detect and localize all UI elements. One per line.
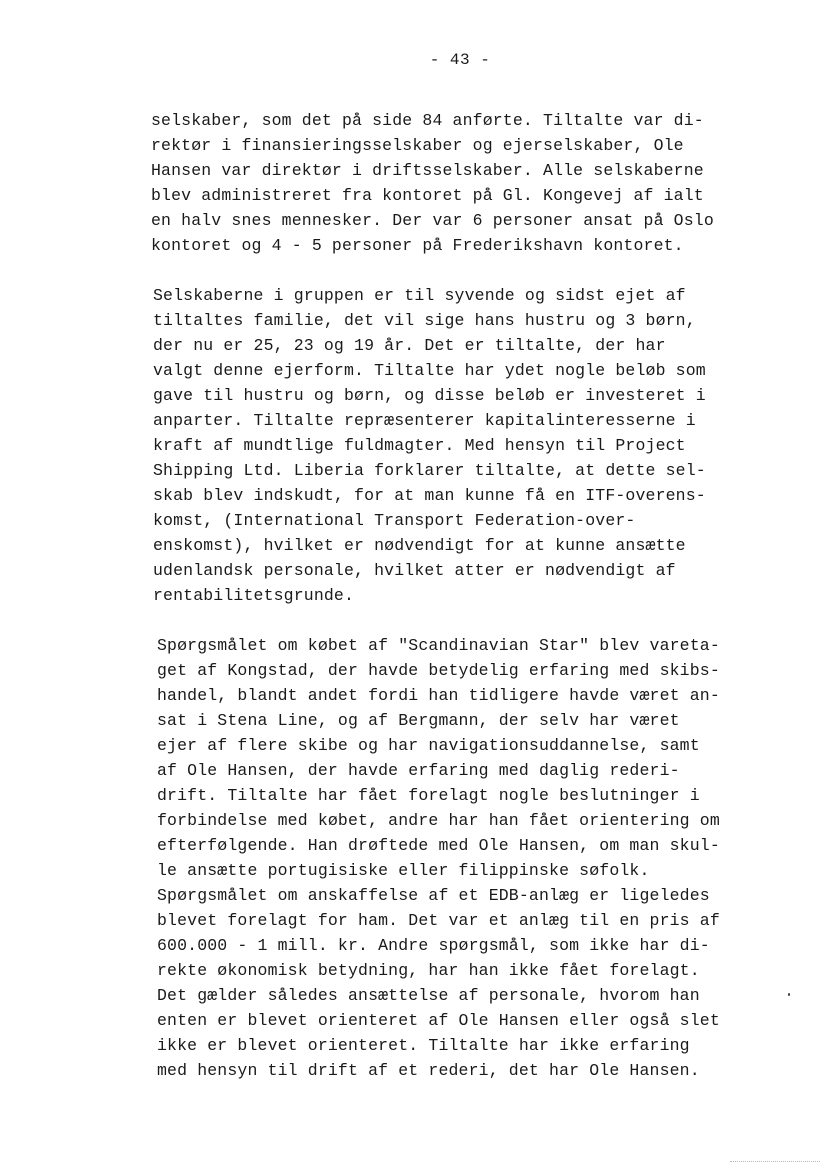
text-line: forbindelse med købet, andre har han fået orientering om	[157, 811, 720, 830]
text-line: kontoret og 4 - 5 personer på Frederikshavn kontoret.	[151, 236, 684, 255]
text-line: drift. Tiltalte har fået forelagt nogle beslutninger i	[157, 786, 700, 805]
text-line: efterfølgende. Han drøftede med Ole Hansen, om man skul-	[157, 836, 720, 855]
page-number: - 43 -	[429, 51, 491, 69]
scan-speck	[788, 993, 790, 996]
text-line: Det gælder således ansættelse af personale, hvorom han	[157, 986, 700, 1005]
text-line: rekte økonomisk betydning, har han ikke fået forelagt.	[157, 961, 700, 980]
text-line: Selskaberne i gruppen er til syvende og sidst ejet af	[153, 286, 686, 305]
text-line: af Ole Hansen, der havde erfaring med daglig rederi-	[157, 761, 680, 780]
text-line: der nu er 25, 23 og 19 år. Det er tiltalte, der har	[153, 336, 666, 355]
text-line: rektør i finansieringsselskaber og ejerselskaber, Ole	[151, 136, 684, 155]
text-line: udenlandsk personale, hvilket atter er nødvendigt af	[153, 561, 676, 580]
text-line: ejer af flere skibe og har navigationsuddannelse, samt	[157, 736, 700, 755]
text-line: get af Kongstad, der havde betydelig erfaring med skibs-	[157, 661, 720, 680]
text-line: Spørgsmålet om anskaffelse af et EDB-anlæg er ligeledes	[157, 886, 710, 905]
text-line: skab blev indskudt, for at man kunne få en ITF-overens-	[153, 486, 706, 505]
text-line: Hansen var direktør i driftsselskaber. Alle selskaberne	[151, 161, 704, 180]
text-line: anparter. Tiltalte repræsenterer kapitalinteresserne i	[153, 411, 696, 430]
text-line: valgt denne ejerform. Tiltalte har ydet nogle beløb som	[153, 361, 706, 380]
text-line: enskomst), hvilket er nødvendigt for at kunne ansætte	[153, 536, 686, 555]
text-line: 600.000 - 1 mill. kr. Andre spørgsmål, som ikke har di-	[157, 936, 710, 955]
text-line: tiltaltes familie, det vil sige hans hustru og 3 børn,	[153, 311, 696, 330]
text-line: le ansætte portugisiske eller filippinske søfolk.	[157, 861, 650, 880]
text-line: rentabilitetsgrunde.	[153, 586, 355, 605]
text-line: selskaber, som det på side 84 anførte. Tiltalte var di-	[151, 111, 704, 130]
text-line: en halv snes mennesker. Der var 6 personer ansat på Oslo	[151, 211, 714, 230]
text-line: gave til hustru og børn, og disse beløb er investeret i	[153, 386, 706, 405]
text-line: komst, (International Transport Federation-over-	[153, 511, 636, 530]
text-line: sat i Stena Line, og af Bergmann, der selv har været	[157, 711, 680, 730]
text-line: med hensyn til drift af et rederi, det har Ole Hansen.	[157, 1061, 700, 1080]
text-line: enten er blevet orienteret af Ole Hansen eller også slet	[157, 1011, 720, 1030]
text-line: Spørgsmålet om købet af "Scandinavian Star" blev vareta-	[157, 636, 720, 655]
text-line: kraft af mundtlige fuldmagter. Med hensyn til Project	[153, 436, 686, 455]
text-line: blev administreret fra kontoret på Gl. Kongevej af ialt	[151, 186, 704, 205]
text-line: Shipping Ltd. Liberia forklarer tiltalte, at dette sel-	[153, 461, 706, 480]
scan-edge-noise	[730, 1161, 820, 1163]
text-line: ikke er blevet orienteret. Tiltalte har ikke erfaring	[157, 1036, 690, 1055]
text-line: handel, blandt andet fordi han tidligere havde været an-	[157, 686, 720, 705]
text-line: blevet forelagt for ham. Det var et anlæg til en pris af	[157, 911, 720, 930]
